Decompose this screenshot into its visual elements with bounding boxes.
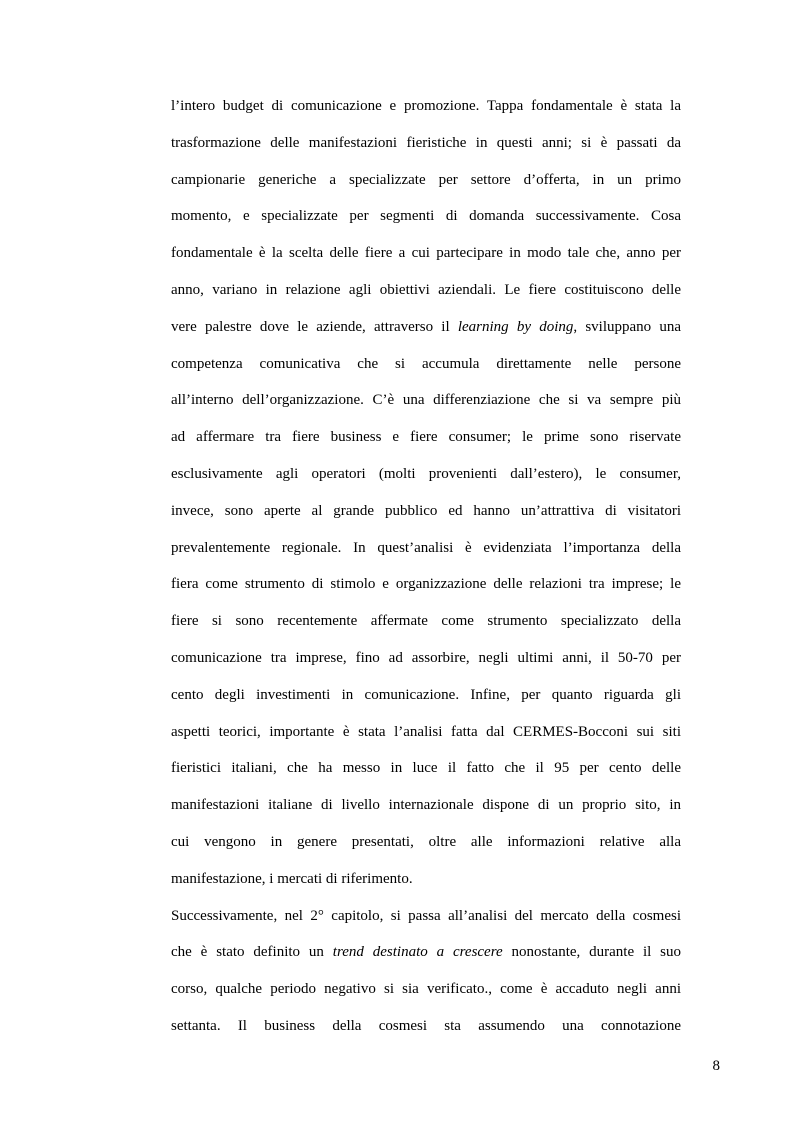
italic-term: learning by doing [457, 318, 574, 335]
text-line: momento, e specializzate per segmenti di domanda successivamente. Cosa [171, 208, 681, 225]
text-line: aspetti teorici, importante è stata l’analisi fatta dal CERMES-Bocconi sui siti [171, 723, 681, 740]
text-line: campionarie generiche a specializzate per settore d’offerta, in un primo [171, 171, 681, 188]
text-run: che è stato definito un [171, 944, 333, 961]
text-line [171, 309, 681, 346]
italic-term: trend destinato a crescere [332, 944, 503, 961]
body-text [171, 88, 681, 1045]
text-line: fiera come strumento di stimolo e organizzazione delle relazioni tra imprese; le [171, 576, 681, 593]
text-line [171, 934, 681, 971]
text-line: trasformazione delle manifestazioni fieristiche in questi anni; si è passati da [171, 134, 681, 151]
text-line: comunicazione tra imprese, fino ad assorbire, negli ultimi anni, il 50-70 per [171, 649, 681, 666]
text-line: invece, sono aperte al grande pubblico ed hanno un’attrattiva di visitatori [171, 502, 681, 519]
text-line: competenza comunicativa che si accumula direttamente nelle persone [171, 355, 681, 372]
text-run: nonostante, durante il suo [502, 944, 681, 961]
text-line: ad affermare tra fiere business e fiere consumer; le prime sono riservate [171, 429, 681, 446]
text-line: fondamentale è la scelta delle fiere a cui partecipare in modo tale che, anno per [171, 245, 681, 262]
text-line: cui vengono in genere presentati, oltre alle informazioni relative alla [171, 833, 681, 850]
text-run: , sviluppano una [573, 318, 681, 335]
text-line: settanta. Il business della cosmesi sta assumendo una connotazione [171, 1017, 681, 1034]
text-line: all’interno dell’organizzazione. C’è una differenziazione che si va sempre più [171, 392, 681, 409]
text-line: esclusivamente agli operatori (molti provenienti dall’estero), le consumer, [171, 465, 681, 482]
text-line: fieristici italiani, che ha messo in luce il fatto che il 95 per cento delle [171, 760, 681, 777]
text-line: l’intero budget di comunicazione e promozione. Tappa fondamentale è stata la [171, 98, 681, 114]
paragraph-end-line: manifestazione, i mercati di riferimento. [171, 870, 413, 887]
text-line: anno, variano in relazione agli obiettivi aziendali. Le fiere costituiscono delle [171, 281, 681, 298]
text-line: Successivamente, nel 2° capitolo, si passa all’analisi del mercato della cosmesi [171, 907, 681, 924]
page-number: 8 [712, 1058, 720, 1074]
text-line: manifestazioni italiane di livello internazionale dispone di un proprio sito, in [171, 797, 681, 814]
text-line: prevalentemente regionale. In quest’analisi è evidenziata l’importanza della [171, 539, 681, 556]
text-run: vere palestre dove le aziende, attraverso il [171, 318, 458, 335]
text-line: cento degli investimenti in comunicazione. Infine, per quanto riguarda gli [171, 686, 681, 703]
text-line: corso, qualche periodo negativo si sia verificato., come è accaduto negli anni [171, 981, 681, 998]
text-line: fiere si sono recentemente affermate come strumento specializzato della [171, 613, 681, 630]
